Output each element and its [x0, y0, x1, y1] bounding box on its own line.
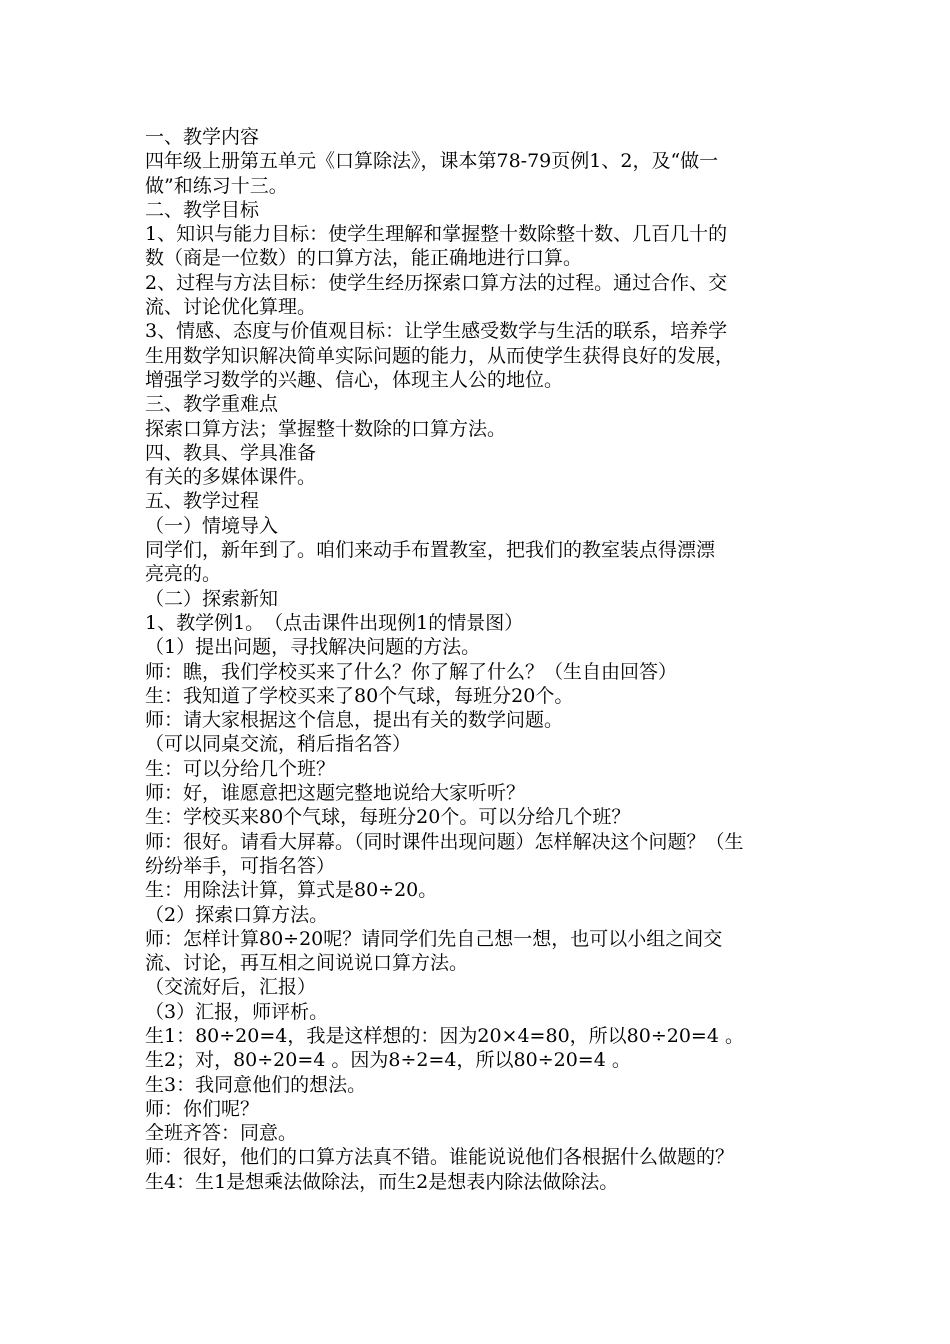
dialogue-line: 生：用除法计算，算式是80÷20。: [145, 879, 438, 902]
paragraph-line: （1）提出问题，寻找解决问题的方法。: [145, 636, 481, 659]
dialogue-line: 师：你们呢？: [145, 1097, 260, 1120]
subheading-line: （一）情境导入: [145, 514, 279, 537]
dialogue-line: 师：好，谁愿意把这题完整地说给大家听听？: [145, 782, 526, 805]
heading-teaching-aids: 四、教具、学具准备: [145, 441, 317, 464]
paragraph-line: 数（商是一位数）的口算方法，能正确地进行口算。: [145, 247, 583, 270]
paragraph-line: 增强学习数学的兴趣、信心，体现主人公的地位。: [145, 368, 564, 391]
paragraph-line: 1、知识与能力目标：使学生理解和掌握整十数除整十数、几百几十的: [145, 223, 728, 246]
paragraph-line: 同学们，新年到了。咱们来动手布置教室，把我们的教室装点得漂漂: [145, 539, 716, 562]
dialogue-line: 师：很好。请看大屏幕。（同时课件出现问题）怎样解决这个问题？（生: [145, 830, 744, 853]
paragraph-line: 1、教学例1。 （点击课件出现例1的情景图）: [145, 611, 524, 634]
paragraph-line: 2、过程与方法目标：使学生经历探索口算方法的过程。通过合作、交: [145, 271, 728, 294]
paragraph-line: （2）探索口算方法。: [145, 903, 329, 926]
dialogue-line: 师：瞧，我们学校买来了什么？你了解了什么？（生自由回答）: [145, 660, 678, 683]
paragraph-line: 流、讨论优化算理。: [145, 296, 317, 319]
dialogue-line: 生：学校买来80个气球，每班分20个。可以分给几个班？: [145, 806, 631, 829]
paragraph-line: （3）汇报，师评析。: [145, 1000, 329, 1023]
paragraph-line: 探索口算方法；掌握整十数除的口算方法。: [145, 417, 507, 440]
paragraph-line: 有关的多媒体课件。: [145, 466, 317, 489]
dialogue-line: 师：很好，他们的口算方法真不错。谁能说说他们各根据什么做题的？: [145, 1146, 735, 1169]
heading-teaching-goals: 二、教学目标: [145, 198, 260, 221]
dialogue-line: 全班齐答：同意。: [145, 1122, 298, 1145]
paragraph-line: 亮亮的。: [145, 563, 222, 586]
heading-teaching-process: 五、教学过程: [145, 490, 260, 513]
paragraph-line: 3、情感、态度与价值观目标：让学生感受数学与生活的联系，培养学: [145, 320, 728, 343]
dialogue-line: （可以同桌交流，稍后指名答）: [145, 733, 412, 756]
dialogue-line: 生4：生1是想乘法做除法，而生2是想表内除法做除法。: [145, 1170, 619, 1193]
dialogue-line: 生1：80÷20=4，我是这样想的：因为20×4=80，所以80÷20=4 。: [145, 1024, 744, 1047]
dialogue-line: 师：请大家根据这个信息，提出有关的数学问题。: [145, 709, 564, 732]
subheading-line: （二）探索新知: [145, 587, 279, 610]
dialogue-line: 师：怎样计算80÷20呢？请同学们先自己想一想，也可以小组之间交: [145, 927, 723, 950]
heading-key-difficulties: 三、教学重难点: [145, 393, 279, 416]
dialogue-line: 生：可以分给几个班？: [145, 757, 336, 780]
paragraph-line: 生用数学知识解决简单实际问题的能力，从而使学生获得良好的发展，: [145, 344, 735, 367]
dialogue-line: 生3：我同意他们的想法。: [145, 1073, 367, 1096]
dialogue-line: （交流好后，汇报）: [145, 976, 317, 999]
dialogue-line: 纷纷举手，可指名答）: [145, 854, 336, 877]
dialogue-line: 生2；对，80÷20=4 。因为8÷2=4，所以80÷20=4 。: [145, 1049, 631, 1072]
dialogue-line: 流、讨论，再互相之间说说口算方法。: [145, 952, 469, 975]
paragraph-line: 做”和练习十三。: [145, 174, 288, 197]
document-body: [145, 125, 815, 1194]
dialogue-line: 生：我知道了学校买来了80个气球，每班分20个。: [145, 684, 574, 707]
heading-teaching-content: 一、教学内容: [145, 126, 260, 148]
paragraph-line: 四年级上册第五单元《口算除法》，课本第78-79页例1、2，及“做一: [145, 150, 719, 173]
